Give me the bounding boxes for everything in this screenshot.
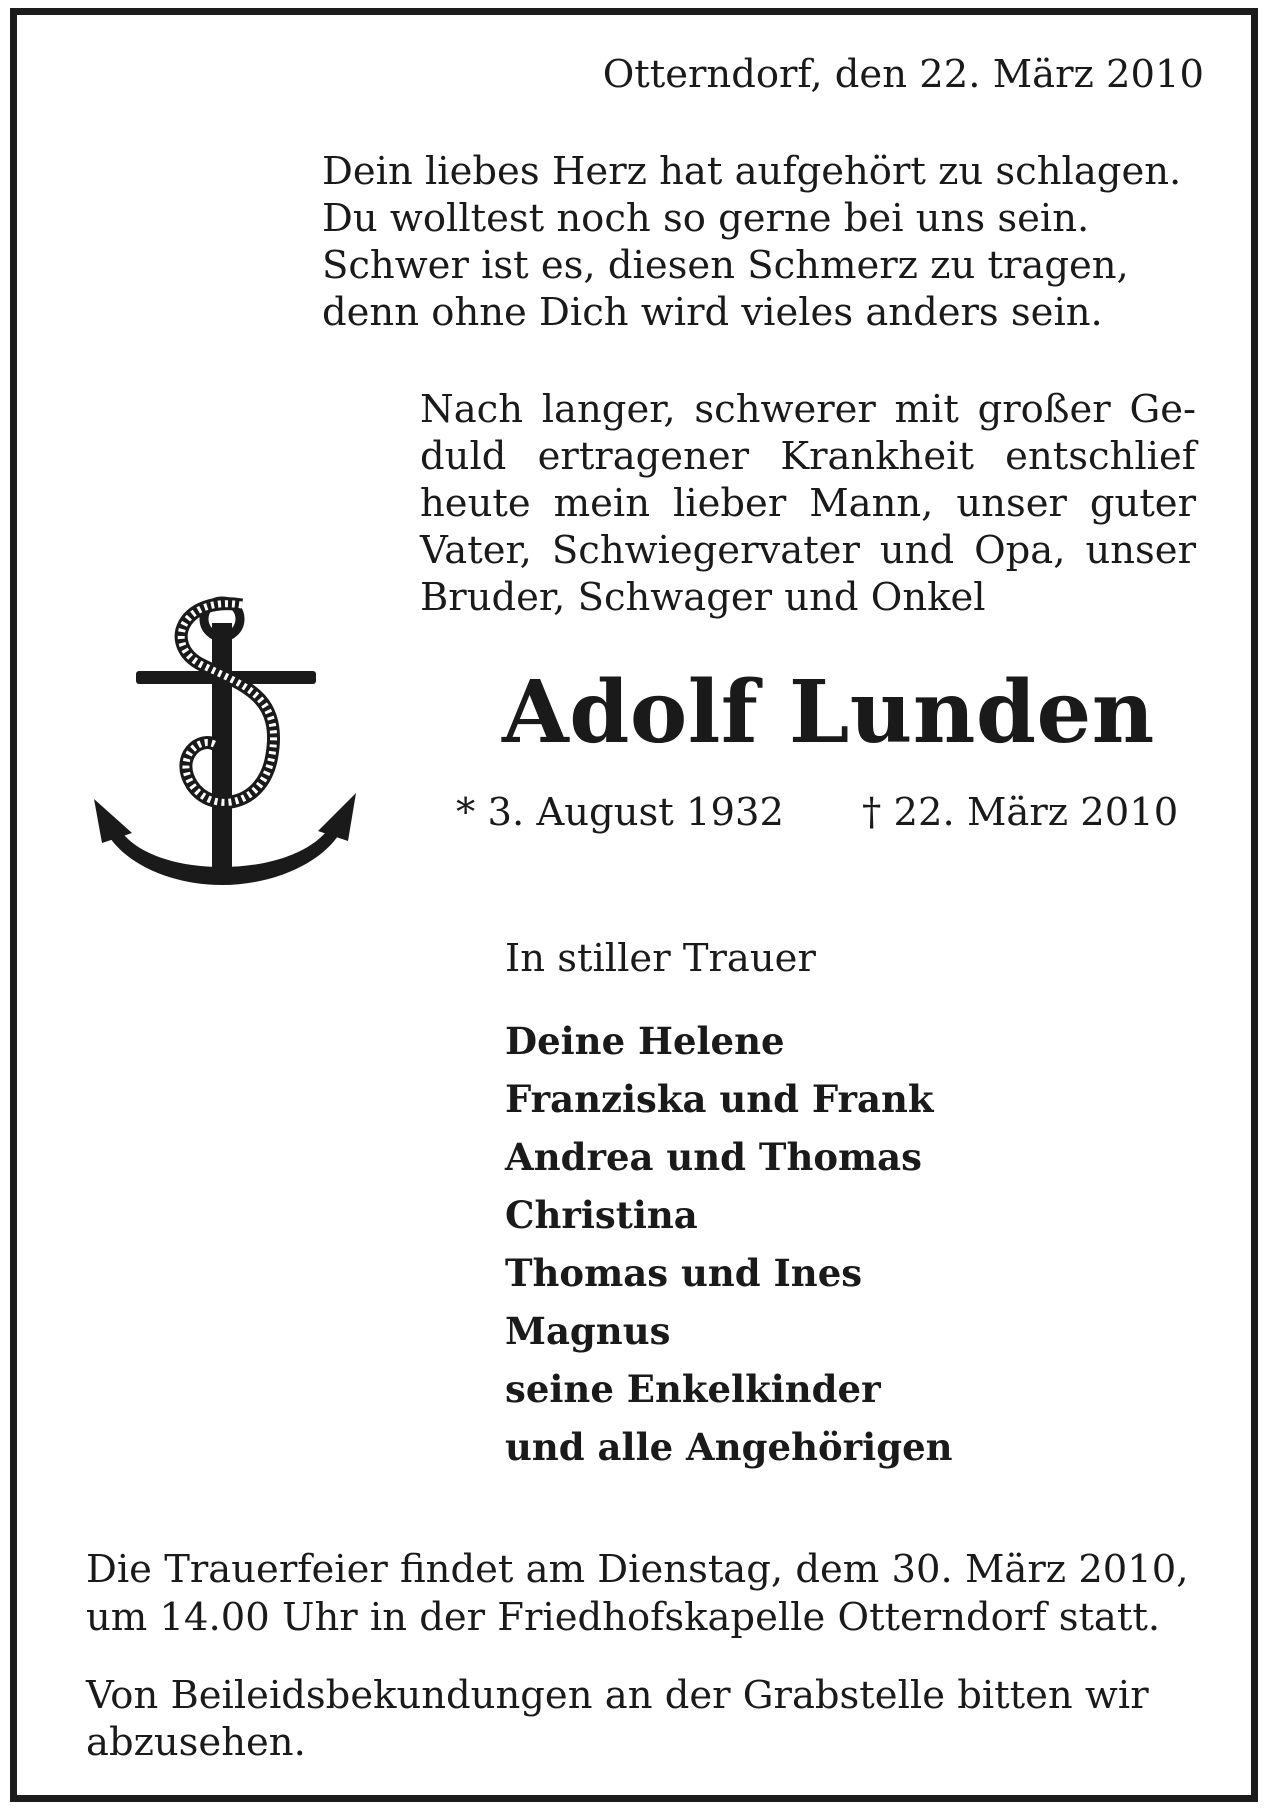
- memorial-verse: [322, 148, 1181, 336]
- service-line: um 14.00 Uhr in der Friedhofskapelle Otterndorf statt.: [86, 1595, 1161, 1640]
- mourner-item: Christina: [505, 1193, 698, 1237]
- announcement-line: duld ertragener Krankheit entschlief: [420, 434, 1196, 479]
- verse-line: Dein liebes Herz hat aufgehört zu schlagen.: [322, 149, 1182, 194]
- death-date: † 22. März 2010: [862, 790, 1179, 835]
- mourner-item: Deine Helene: [505, 1019, 785, 1063]
- announcement-line: heute mein lieber Mann, unser guter: [420, 481, 1196, 526]
- death-announcement-text: [420, 386, 1196, 621]
- announcement-line: Bruder, Schwager und Onkel: [420, 575, 986, 620]
- verse-line: Du wolltest noch so gerne bei uns sein.: [322, 196, 1090, 241]
- mourning-label: In stiller Trauer: [505, 936, 816, 981]
- mourner-item: und alle Angehörigen: [505, 1425, 953, 1469]
- anchor-with-rope-icon: [92, 585, 358, 893]
- service-line: Die Trauerfeier findet am Dienstag, dem 30. März 2010,: [86, 1547, 1189, 1592]
- mourners-list: [505, 1012, 953, 1476]
- mourner-item: Franziska und Frank: [505, 1077, 934, 1121]
- mourner-item: seine Enkelkinder: [505, 1367, 881, 1411]
- verse-line: denn ohne Dich wird vieles anders sein.: [322, 290, 1103, 335]
- birth-date: * 3. August 1932: [456, 790, 784, 835]
- mourner-item: Thomas und Ines: [505, 1251, 863, 1295]
- announcement-line: Vater, Schwiegervater und Opa, unser: [420, 528, 1196, 573]
- announcement-line: Nach langer, schwerer mit großer Ge-: [420, 387, 1196, 432]
- deceased-name: Adolf Lunden: [502, 662, 1155, 763]
- condolence-note: [86, 1672, 1149, 1766]
- verse-line: Schwer ist es, diesen Schmerz zu tragen,: [322, 243, 1129, 288]
- mourner-item: Andrea und Thomas: [505, 1135, 922, 1179]
- mourner-item: Magnus: [505, 1309, 671, 1353]
- condolence-line: Von Beileidsbekundungen an der Grabstelle bitten wir: [86, 1673, 1149, 1718]
- funeral-service-info: [86, 1546, 1189, 1642]
- place-date: Otterndorf, den 22. März 2010: [602, 52, 1204, 97]
- condolence-line: abzusehen.: [86, 1720, 306, 1765]
